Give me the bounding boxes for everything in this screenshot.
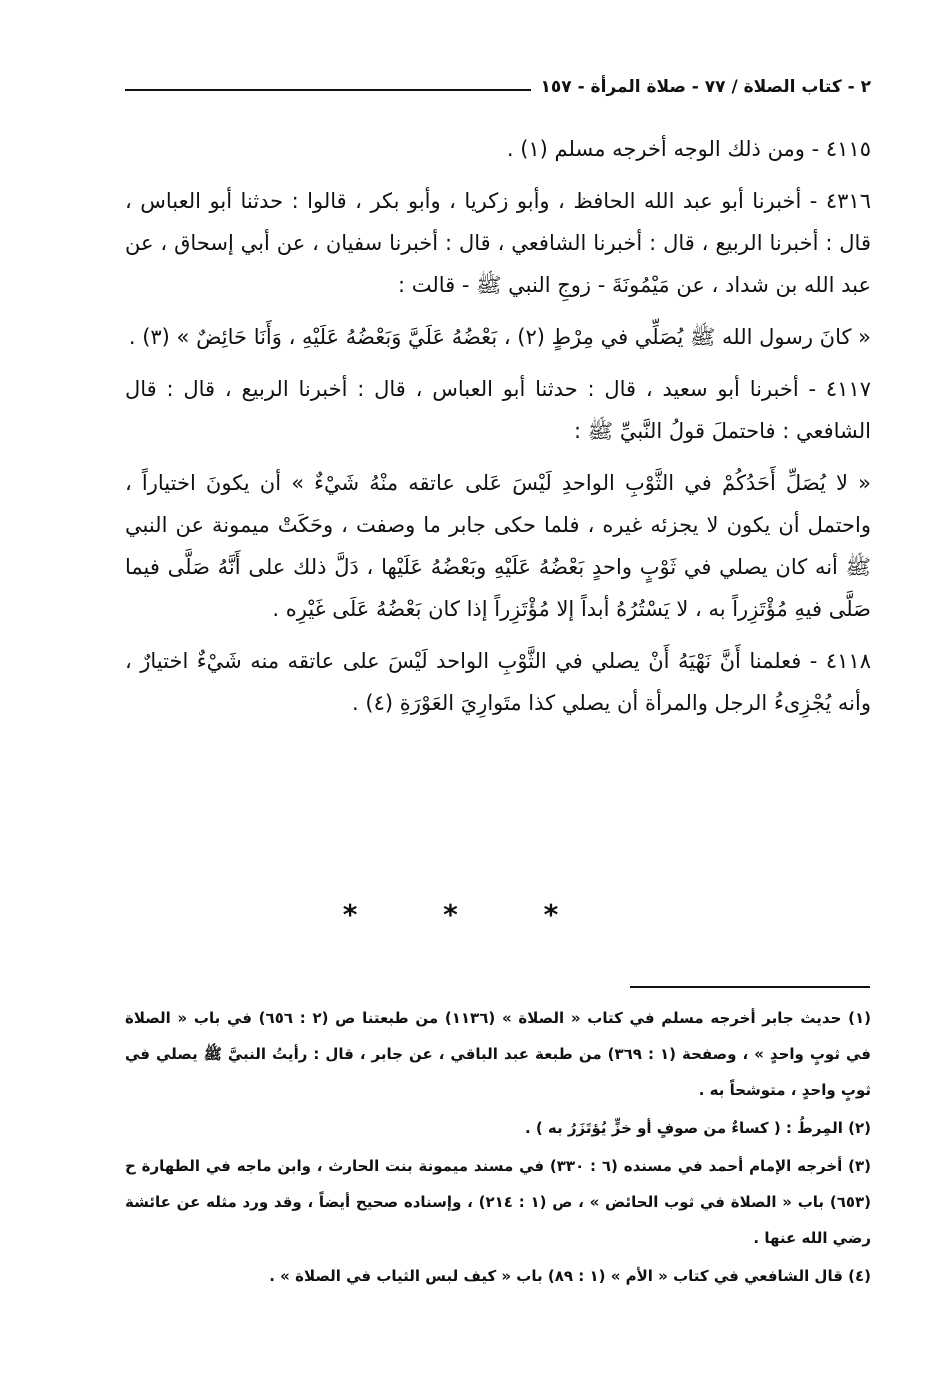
hadith-4117-matn: « لا يُصَلِّ أَحَدُكُمْ في الثَّوْبِ الواحدِ لَيْسَ عَلى عاتقه منْهُ شَيْءٌ » أن يكونَ اختياراً ، واحتمل أن يكون لا يجزئه غيره ، فلما حكى جابر ما وصفت ، وحَكَتْ ميمونة عن النبي ﷺ أنه كان يصلي في ثَوْبٍ واحدٍ بَعْضُهُ عَلَيْهِ وبَعْضُهُ عَلَيْها ، دَلَّ ذلك على أَنَّهُ صَلَّى فيما صَلَّى فيهِ مُؤْتَزِراً به ، لا يَسْتُرُهُ أبداً إلا مُؤْتَزِراً إذا كان بَعْضُهُ عَلَى غَيْرِه . <box>125 471 871 621</box>
hadith-4316-isnad: ٤٣١٦ - أخبرنا أبو عبد الله الحافظ ، وأبو زكريا ، وأبو بكر ، قالوا : حدثنا أبو العباس ، قال : أخبرنا الربيع ، قال : أخبرنا الشافعي ، قال : أخبرنا سفيان ، عن أبي إسحاق ، عن عبد الله بن شداد ، عن مَيْمُونَةَ - زوجِ النبي ﷺ - قالت : <box>125 189 871 297</box>
footnote-4: (٤) قال الشافعي في كتاب « الأم » (١ : ٨٩) باب « كيف لبس الثياب في الصلاة » . <box>269 1267 871 1285</box>
footnote-1: (١) حديث جابر أخرجه مسلم في كتاب « الصلاة » (١١٣٦) من طبعتنا ص (٢ : ٦٥٦) في باب « الصلاة في ثوبٍ واحدٍ » ، وصفحة (١ : ٣٦٩) من طبعة عبد الباقي ، عن جابر ، قال : رأيتُ النبيَّ ﷺ يصلي في ثوبٍ واحدٍ ، متوشحاً به . <box>125 1009 871 1099</box>
section-separator: * * * <box>342 898 597 931</box>
main-text <box>125 128 871 734</box>
footnotes <box>125 1000 871 1296</box>
running-header <box>125 72 871 102</box>
hadith-4316-matn: « كانَ رسول الله ﷺ يُصَلِّي في مِرْطٍ (٢) ، بَعْضُهُ عَلَيَّ وَبَعْضُهُ عَلَيْهِ ، وَأَنَا حَائِضٌ » (٣) . <box>128 325 871 349</box>
running-title: ٢ - كتاب الصلاة / ٧٧ - صلاة المرأة - ١٥٧ <box>540 77 871 97</box>
hadith-4118: ٤١١٨ - فعلمنا أَنَّ نَهْيَهُ أَنْ يصلي في الثَّوْبِ الواحد لَيْسَ على عاتقه منه شَيْءٌ اختيارٌ ، وأنه يُجْزِىءُ الرجل والمرأة أن يصلي كذا متَوارِيَ العَوْرَةِ (٤) . <box>125 649 871 715</box>
footnote-3: (٣) أخرجه الإمام أحمد في مسنده (٦ : ٣٣٠) في مسند ميمونة بنت الحارث ، وابن ماجه في الطهارة ح (٦٥٣) باب « الصلاة في ثوب الحائض » ، ص (١ : ٢١٤) ، وإسناده صحيح أيضاً ، وقد ورد مثله عن عائشة رضي الله عنها . <box>125 1157 872 1247</box>
hadith-4117-isnad: ٤١١٧ - أخبرنا أبو سعيد ، قال : حدثنا أبو العباس ، قال : أخبرنا الربيع ، قال : قال الشافعي : فاحتملَ قولُ النَّبيِّ ﷺ : <box>125 377 871 443</box>
footnote-rule <box>630 986 870 988</box>
header-rule <box>125 89 531 91</box>
hadith-4115: ٤١١٥ - ومن ذلك الوجه أخرجه مسلم (١) . <box>506 137 871 161</box>
footnote-2: (٢) المِرطُ : ( كساءٌ من صوفٍ أو خزٍّ يُؤتَزَرُ به ) . <box>524 1119 871 1137</box>
